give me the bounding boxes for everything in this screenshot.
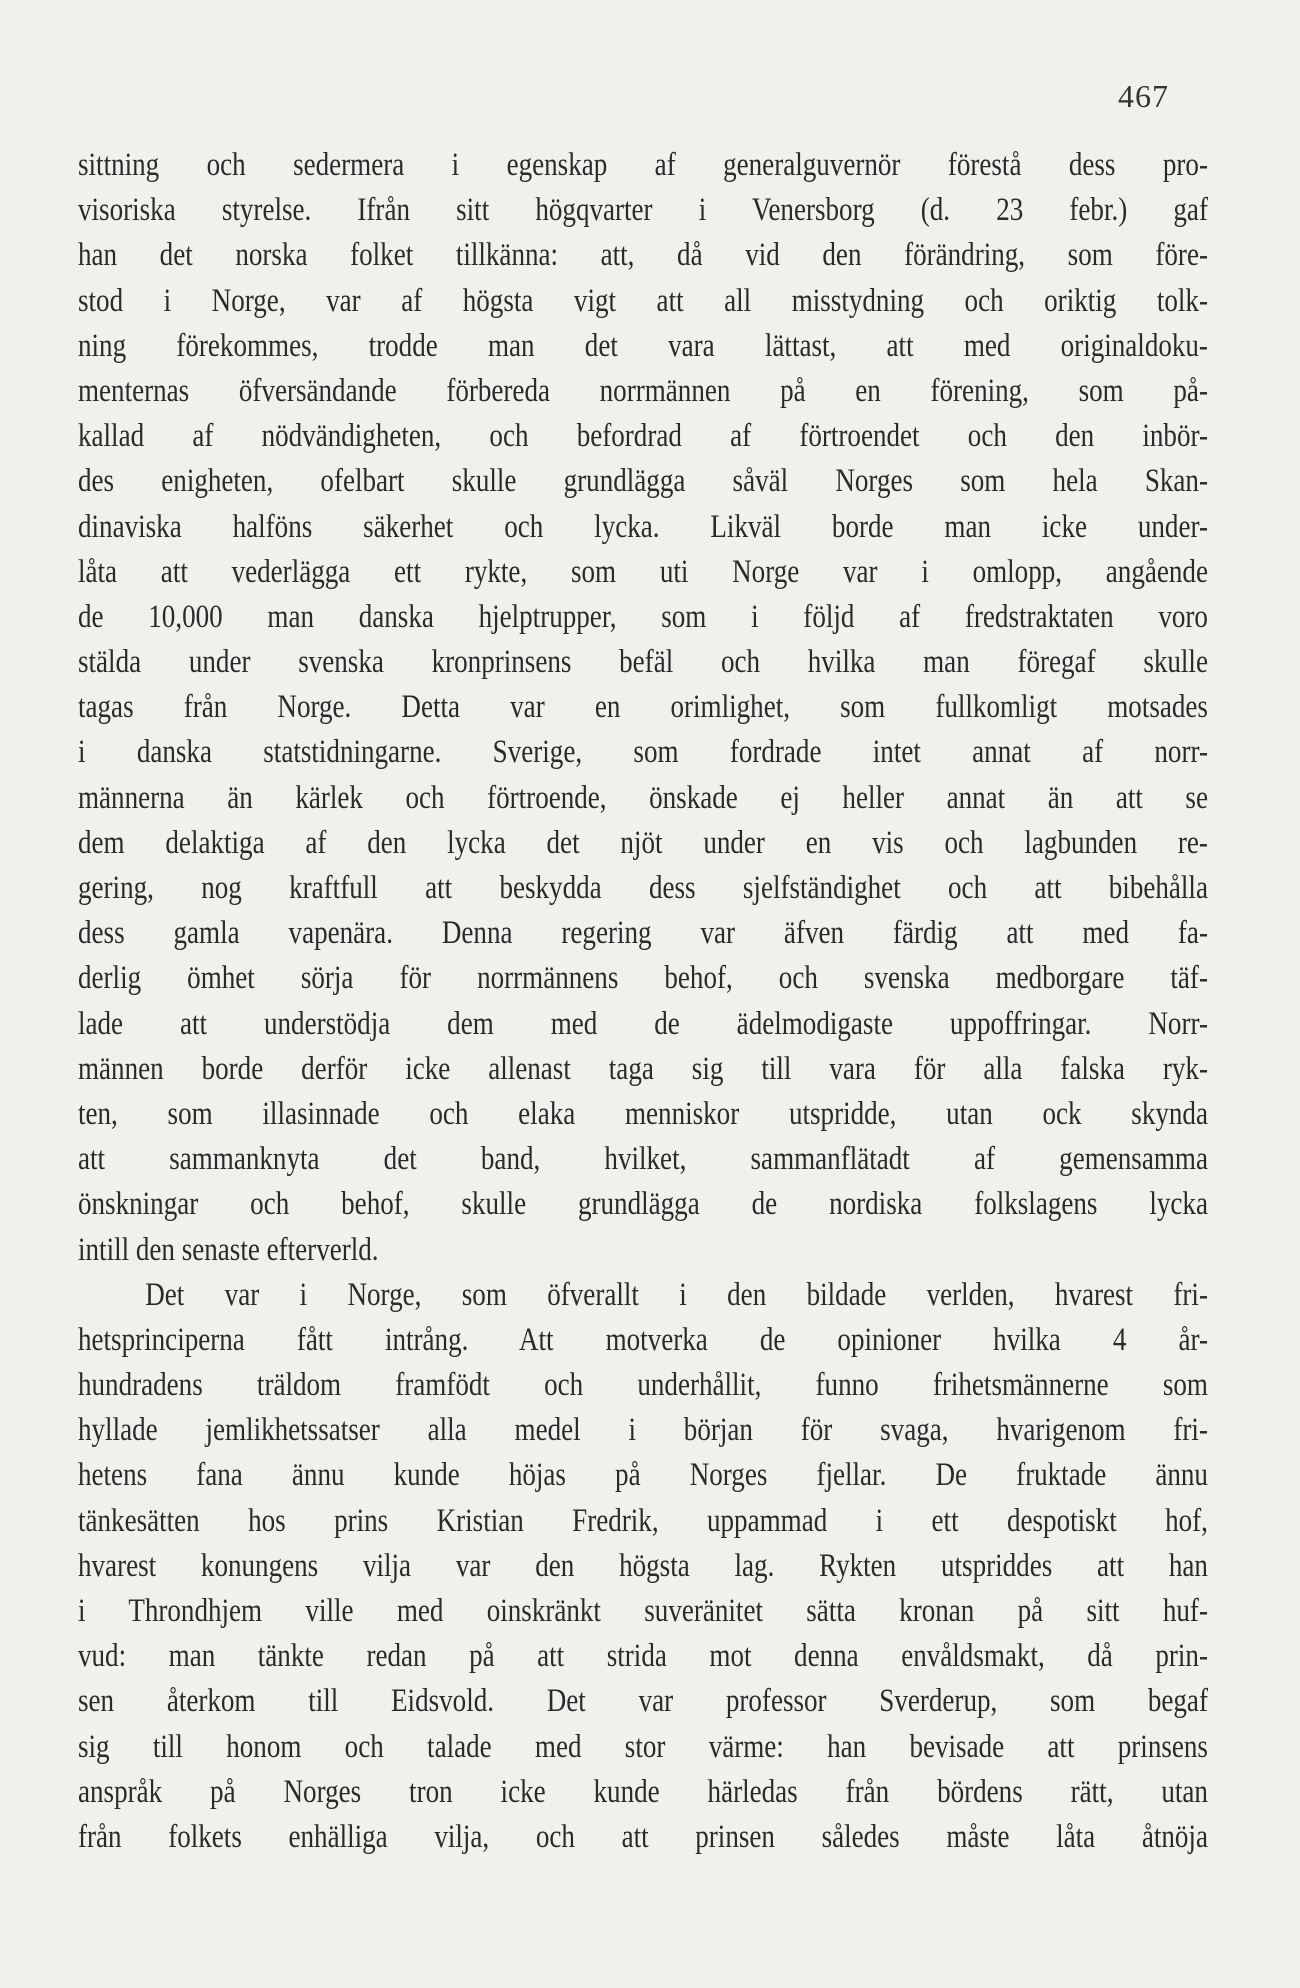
text-line: tagas från Norge. Detta var en orimlighet, som fullkomligt motsades xyxy=(78,689,1208,726)
text-line: dem delaktiga af den lycka det njöt under en vis och lagbunden re- xyxy=(78,824,1208,861)
text-line: hyllade jemlikhetssatser alla medel i början för svaga, hvarigenom fri- xyxy=(78,1412,1208,1449)
text-line: tänkesätten hos prins Kristian Fredrik, uppammad i ett despotiskt hof, xyxy=(78,1502,1208,1539)
text-line: hvarest konungens vilja var den högsta lag. Rykten utspriddes att han xyxy=(78,1547,1208,1584)
text-line: han det norska folket tillkänna: att, då vid den förändring, som före- xyxy=(78,237,1208,274)
text-line: i danska statstidningarne. Sverige, som fordrade intet annat af norr- xyxy=(78,734,1208,771)
text-line: stälda under svenska kronprinsens befäl och hvilka man föregaf skulle xyxy=(78,644,1208,681)
text-line: ning förekommes, trodde man det vara lättast, att med originaldoku- xyxy=(78,327,1208,364)
text-line: lade att understödja dem med de ädelmodigaste uppoffringar. Norr- xyxy=(78,1005,1208,1042)
text-line: att sammanknyta det band, hvilket, sammanflätadt af gemensamma xyxy=(78,1141,1208,1178)
text-line: dess gamla vapenära. Denna regering var äfven färdig att med fa- xyxy=(78,915,1208,952)
text-line: des enigheten, ofelbart skulle grundlägga såväl Norges som hela Skan- xyxy=(78,463,1208,500)
text-line: stod i Norge, var af högsta vigt att all misstydning och oriktig tolk- xyxy=(78,282,1208,319)
text-line: låta att vederlägga ett rykte, som uti Norge var i omlopp, angående xyxy=(78,553,1208,590)
text-line: kallad af nödvändigheten, och befordrad af förtroendet och den inbör- xyxy=(78,418,1208,455)
text-line: hetens fana ännu kunde höjas på Norges fjellar. De fruktade ännu xyxy=(78,1457,1208,1494)
text-line: hetsprinciperna fått intrång. Att motverka de opinioner hvilka 4 år- xyxy=(78,1321,1208,1358)
text-line: menternas öfversändande förbereda norrmännen på en förening, som på- xyxy=(78,372,1208,409)
text-line: ten, som illasinnade och elaka menniskor utspridde, utan ock skynda xyxy=(78,1095,1208,1132)
text-line: derlig ömhet sörja för norrmännens behof, och svenska medborgare täf- xyxy=(78,960,1208,997)
text-line: de 10,000 man danska hjelptrupper, som i följd af fredstraktaten voro xyxy=(78,598,1208,635)
text-line: önskningar och behof, skulle grundlägga de nordiska folkslagens lycka xyxy=(78,1186,1208,1223)
text-line: sittning och sedermera i egenskap af generalguvernör förestå dess pro- xyxy=(78,147,1208,183)
text-line: intill den senaste efterverld. xyxy=(78,1231,379,1268)
text-line: vud: man tänkte redan på att strida mot denna envåldsmakt, då prin- xyxy=(78,1638,1208,1675)
text-line: gering, nog kraftfull att beskydda dess sjelfständighet och att bibehålla xyxy=(78,870,1208,906)
text-line: från folkets enhälliga vilja, och att prinsen således måste låta åtnöja xyxy=(78,1818,1208,1855)
text-line: visoriska styrelse. Ifrån sitt högqvarter i Venersborg (d. 23 febr.) gaf xyxy=(78,192,1208,229)
text-line: sig till honom och talade med stor värme: han bevisade att prinsens xyxy=(78,1728,1208,1765)
text-line: sen återkom till Eidsvold. Det var professor Sverderup, som begaf xyxy=(78,1683,1208,1720)
text-line: dinaviska halföns säkerhet och lycka. Likväl borde man icke under- xyxy=(78,508,1208,545)
body-text xyxy=(78,143,1208,1860)
text-line: Det var i Norge, som öfverallt i den bildade verlden, hvarest fri- xyxy=(145,1276,1208,1313)
page-number: 467 xyxy=(1118,78,1169,114)
text-line: männerna än kärlek och förtroende, önskade ej heller annat än att se xyxy=(78,779,1208,816)
text-line: männen borde derför icke allenast taga sig till vara för alla falska ryk- xyxy=(78,1050,1208,1087)
text-line: anspråk på Norges tron icke kunde härledas från bördens rätt, utan xyxy=(78,1773,1208,1810)
text-line: i Throndhjem ville med oinskränkt suveränitet sätta kronan på sitt huf- xyxy=(78,1593,1208,1629)
text-line: hundradens träldom framfödt och underhållit, funno frihetsmännerne som xyxy=(78,1367,1208,1404)
